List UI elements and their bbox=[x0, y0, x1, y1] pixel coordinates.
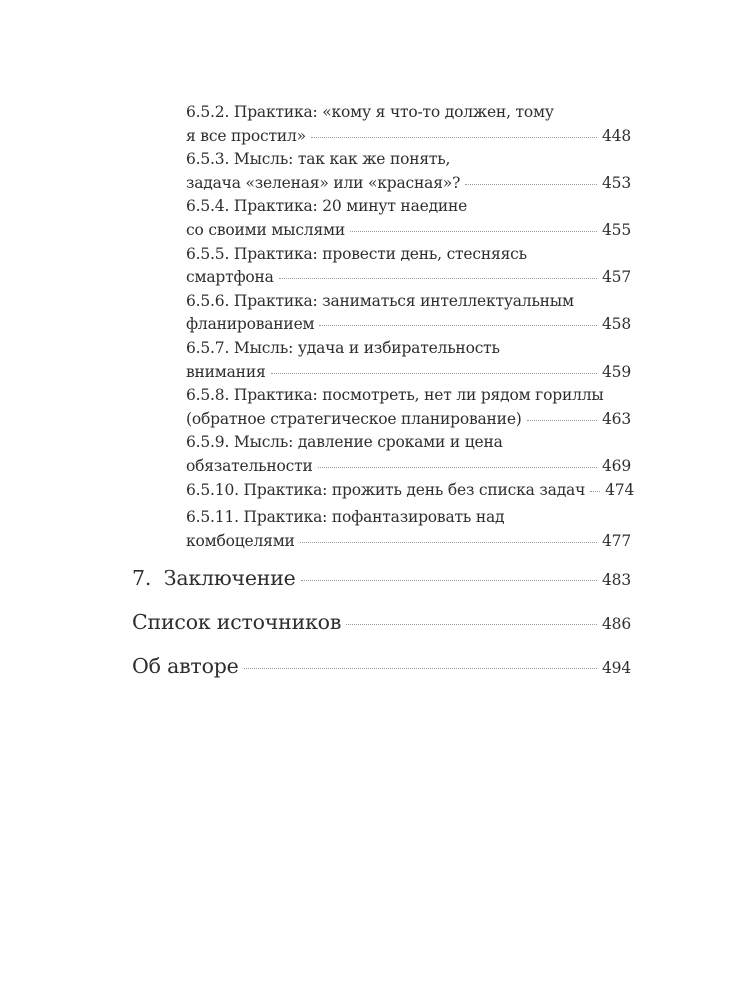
entry-title-line2: я все простил» bbox=[186, 126, 306, 145]
toc-entry-6-5-6[interactable] bbox=[186, 290, 631, 337]
toc-chapter-sources[interactable] bbox=[132, 610, 631, 634]
entry-title-line2: фланированием bbox=[186, 315, 315, 334]
entry-title-line2: комбоцелями bbox=[186, 531, 295, 550]
toc-entry-6-5-11[interactable] bbox=[186, 506, 631, 553]
entry-title-line1: 6.5.8. Практика: посмотреть, нет ли рядом гориллы bbox=[186, 386, 604, 405]
toc-entry-6-5-7[interactable] bbox=[186, 337, 631, 384]
entry-title-line1: 6.5.2. Практика: «кому я что-то должен, тому bbox=[186, 103, 554, 121]
dot-leader bbox=[244, 668, 597, 669]
entry-title-line1: 6.5.9. Мысль: давление сроками и цена bbox=[186, 433, 503, 452]
dot-leader bbox=[300, 542, 597, 543]
page-number: 458 bbox=[602, 315, 631, 334]
toc-entry-6-5-10[interactable] bbox=[186, 479, 635, 503]
dot-leader bbox=[311, 137, 597, 138]
entry-title-line2: смартфона bbox=[186, 268, 274, 287]
chapter-title: Об авторе bbox=[132, 654, 239, 678]
entry-title-line2: (обратное стратегическое планирование) bbox=[186, 409, 522, 428]
page-number: 483 bbox=[602, 571, 631, 589]
dot-leader bbox=[318, 467, 597, 468]
page-number: 457 bbox=[602, 268, 631, 287]
toc-entry-6-5-5[interactable] bbox=[186, 243, 631, 290]
page-number: 453 bbox=[602, 173, 631, 192]
entry-title-line1: 6.5.5. Практика: провести день, стесняясь bbox=[186, 244, 527, 263]
page-number: 486 bbox=[602, 615, 631, 633]
dot-leader bbox=[590, 491, 600, 492]
dot-leader bbox=[465, 184, 597, 185]
page-number: 455 bbox=[602, 220, 631, 239]
page-number: 448 bbox=[602, 126, 631, 145]
dot-leader bbox=[271, 373, 597, 374]
toc-entry-6-5-8[interactable] bbox=[186, 384, 631, 431]
chapter-title: Список источников bbox=[132, 610, 342, 634]
entry-title-line1: 6.5.11. Практика: пофантазировать над bbox=[186, 508, 505, 527]
dot-leader bbox=[319, 325, 597, 326]
page-number: 477 bbox=[602, 531, 631, 550]
entry-title-line2: задача «зеленая» или «красная»? bbox=[186, 173, 461, 192]
toc-chapter-about-author[interactable] bbox=[132, 654, 631, 678]
dot-leader bbox=[346, 624, 597, 625]
entry-title-line1: 6.5.4. Практика: 20 минут наедине bbox=[186, 197, 468, 216]
toc-entry-6-5-9[interactable] bbox=[186, 431, 631, 478]
page-number: 474 bbox=[605, 480, 635, 499]
entry-title: 6.5.10. Практика: прожить день без списка задач bbox=[186, 480, 586, 499]
chapter-title: 7. Заключение bbox=[132, 566, 296, 590]
entry-title-line1: 6.5.3. Мысль: так как же понять, bbox=[186, 150, 451, 169]
page-number: 469 bbox=[602, 456, 631, 475]
entry-title-line2: обязательности bbox=[186, 456, 313, 475]
page-number: 459 bbox=[602, 362, 631, 381]
dot-leader bbox=[279, 278, 597, 279]
toc-entry-6-5-4[interactable] bbox=[186, 195, 631, 242]
dot-leader bbox=[527, 420, 597, 421]
toc-subsections bbox=[186, 101, 635, 553]
entry-title-line1: 6.5.6. Практика: заниматься интеллектуальным bbox=[186, 291, 574, 310]
toc-entry-6-5-2[interactable] bbox=[186, 101, 631, 148]
page-number: 494 bbox=[602, 659, 631, 677]
toc-chapter-conclusion[interactable] bbox=[132, 566, 631, 590]
dot-leader bbox=[350, 231, 597, 232]
page-number: 463 bbox=[602, 409, 631, 428]
entry-title-line2: со своими мыслями bbox=[186, 220, 346, 239]
toc-entry-6-5-3[interactable] bbox=[186, 148, 631, 195]
entry-title-line2: внимания bbox=[186, 362, 266, 381]
entry-title-line1: 6.5.7. Мысль: удача и избирательность bbox=[186, 338, 500, 357]
dot-leader bbox=[301, 580, 597, 581]
